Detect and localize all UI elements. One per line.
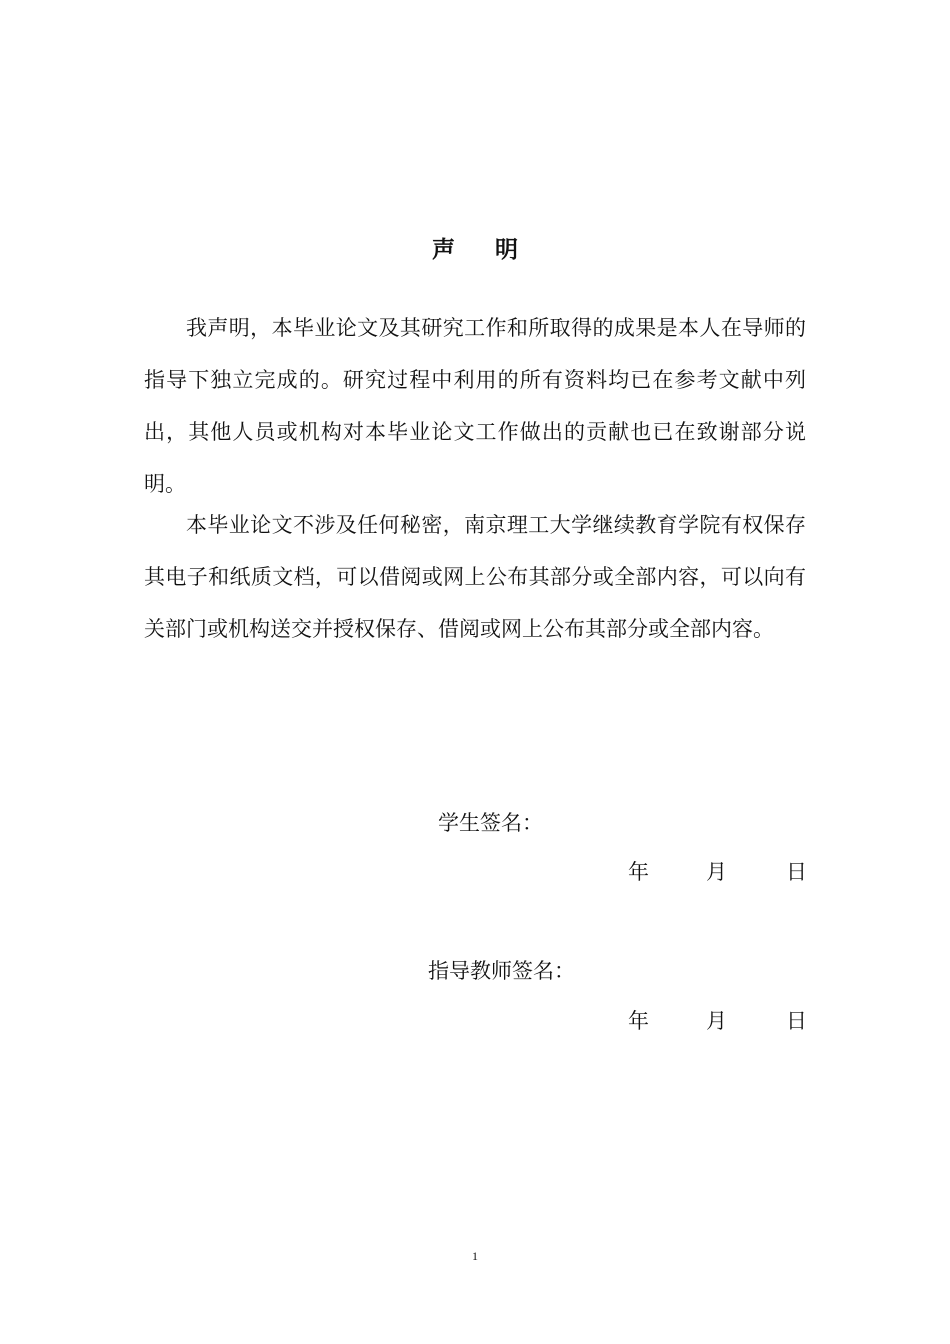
year-label: 年: [628, 860, 649, 884]
year-label: 年: [628, 1009, 649, 1033]
student-signature-label: 学生签名：: [438, 811, 543, 835]
declaration-paragraph-2: 本毕业论文不涉及任何秘密，南京理工大学继续教育学院有权保存其电子和纸质文档，可以借阅或网上公布其部分或全部内容，可以向有关部门或机构送交并授权保存、借阅或网上公布其部分或全部内容。: [144, 513, 806, 641]
declaration-paragraph-1: 我声明，本毕业论文及其研究工作和所取得的成果是本人在导师的指导下独立完成的。研究过程中利用的所有资料均已在参考文献中列出，其他人员或机构对本毕业论文工作做出的贡献也已在致谢部分说明。: [144, 316, 806, 496]
month-label: 月: [706, 1009, 727, 1033]
day-label: 日: [786, 1009, 807, 1033]
page-title: 声 明: [431, 236, 534, 263]
advisor-signature-label: 指导教师签名：: [428, 959, 575, 983]
month-label: 月: [706, 860, 727, 884]
day-label: 日: [786, 860, 807, 884]
advisor-date-row: [628, 1006, 808, 1036]
student-date-row: [628, 857, 808, 887]
page-number: 1: [472, 1249, 478, 1263]
